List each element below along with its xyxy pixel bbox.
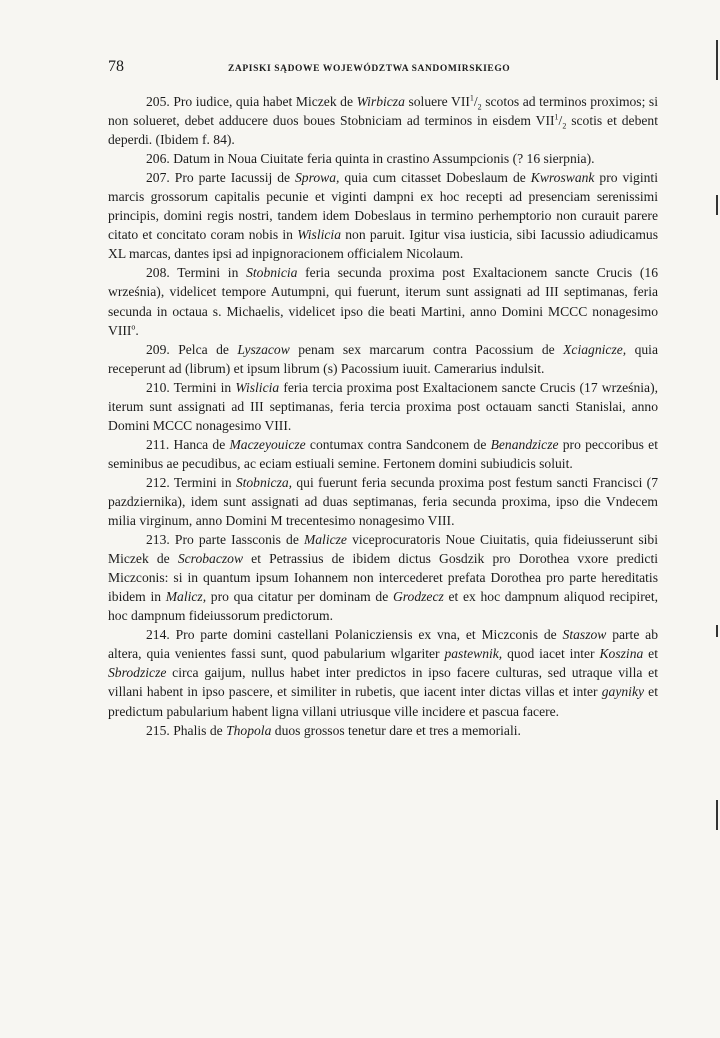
fraction-denominator: 2 xyxy=(477,102,482,112)
entry-text: Termini in xyxy=(169,379,236,395)
place-name: Sprowa, xyxy=(294,170,340,186)
entry-text: pro qua citatur per dominam de xyxy=(206,589,393,605)
place-name: Wislicia xyxy=(297,227,342,243)
place-name: Grodzecz xyxy=(392,589,444,605)
entry-text: et ex hoc dampnum aliquod recipiret, hoc dampnum fideiussorum predictorum. xyxy=(108,589,658,624)
place-name: Koszina xyxy=(599,646,644,662)
entry-number: 205. xyxy=(146,94,170,109)
entry-number: 206. xyxy=(146,151,170,167)
entry-215 xyxy=(108,721,658,740)
place-name: pastewnik, xyxy=(444,646,503,662)
entry-number: 213. xyxy=(146,532,170,548)
entry-text: penam sex marcarum contra Pacossium de xyxy=(289,341,564,357)
place-name: Lyszacow xyxy=(237,341,290,357)
fraction-numerator: 1 xyxy=(554,112,559,122)
place-name: Malicz, xyxy=(165,589,207,605)
entry-text: Datum in Noua Ciuitate feria quinta in crastino Assumpcionis (? 16 sierpnia). xyxy=(169,151,595,167)
entry-text: Phalis de xyxy=(169,722,227,738)
place-name: gayniky xyxy=(601,684,645,700)
entry-text: qui fuerunt feria secunda proxima post festum sancti Francisci (7 pazdziernika), idem sunt assignati ad duas septimanas, feria secunda proxima, ipso die Vndecem milia virginum, anno Domini M trecentesimo nonagesimo VIII. xyxy=(108,474,658,529)
entry-text: non paruit. Igitur visa iusticia, sibi Iacussio adiudicamus XL marcas, dantes ipsi ad inpignoracionem officialem Nicolaum. xyxy=(108,227,658,262)
scan-edge-mark xyxy=(716,195,718,215)
scan-edge-mark xyxy=(716,800,718,830)
entry-number: 212. xyxy=(146,474,170,490)
superscript: o xyxy=(131,322,136,332)
entry-text: pro peccoribus et seminibus ae pecudibus, ac eciam estiuali semine. Fertonem domini subiudicis soluit. xyxy=(108,436,658,471)
entry-number: 214. xyxy=(146,627,170,643)
entry-214 xyxy=(108,625,658,720)
place-name: Wirbicza xyxy=(356,94,405,109)
fraction-denominator: 2 xyxy=(562,121,567,131)
entry-213 xyxy=(108,530,658,625)
place-name: Thopola xyxy=(226,722,272,738)
entry-text: Pro parte Iacussij de xyxy=(169,170,295,186)
place-name: Kwroswank xyxy=(530,170,595,186)
entry-text: Pro parte Iassconis de xyxy=(169,532,304,548)
entry-text: contumax contra Sandconem de xyxy=(305,436,491,452)
place-name: Maczeyouicze xyxy=(229,436,306,452)
place-name: Stobnicza, xyxy=(235,474,293,490)
entry-text: pro viginti marcis grossorum capitalis pecunie et viginti dampni ex hoc recepti ad presenciam serenissimi principis, domini regis nostri, tandem idem Dobeslaus in termino perhemptorio non curauit parere citato et concitato coram nobis in xyxy=(108,170,658,243)
entry-number: 210. xyxy=(146,379,170,395)
entry-text: et predictum pabularium habent ligna villani utriusque ville incidere et pascua facere. xyxy=(108,684,658,719)
entry-text: quia receperunt ad (librum) et ipsum librum (s) Pacossium iuuit. Camerarius indulsit. xyxy=(108,341,658,376)
entry-205: 205. Pro iudice, quia habet Miczek de Wirbicza soluere $VII^1/_2$ scotos ad terminos proximos; si non solueret, debet adducere duos boues Stobniciam ad terminos in eisdem $VII^1/_2$ scotis et debent deperdi. (Ibidem f. 84). xyxy=(108,93,658,148)
page xyxy=(108,58,658,740)
entry-text: Pro parte domini castellani Polanicziensis ex vna, et Miczconis de xyxy=(169,627,563,643)
place-name: Sbrodzicze xyxy=(108,665,167,681)
entry-text: Termini in xyxy=(169,265,247,281)
place-name: Stobnicia xyxy=(246,265,298,281)
page-number: 78 xyxy=(108,58,124,75)
entry-number: 215. xyxy=(146,722,170,738)
entry-text: duos grossos tenetur dare et tres a memoriali. xyxy=(271,722,521,738)
place-name: Scrobaczow xyxy=(177,551,244,567)
entry-text: quia cum citasset Dobeslaum de xyxy=(339,170,531,186)
entry-text: viceprocuratoris Noue Ciuitatis, quia fideiusserunt sibi Miczek de xyxy=(108,532,658,567)
fraction-numerator: 1 xyxy=(469,93,474,103)
entry-text: scotis et debent deperdi. (Ibidem f. 84). xyxy=(108,113,658,148)
entry-number: 208. xyxy=(146,265,170,281)
entry-207 xyxy=(108,168,658,263)
scan-edge-mark xyxy=(716,625,718,637)
place-name: Staszow xyxy=(562,627,607,643)
entry-text: Pro iudice, quia habet Miczek de xyxy=(169,94,357,109)
entry-text: parte ab altera, quia venientes fassi sunt, quod pabularium wlgariter xyxy=(108,627,658,662)
entry-text: et Petrassius de ibidem dictus Gosdzik pro Dorothea vxore predicti Miczconis: si in quantum ipsum Iohannem non intercederet prefata Dorothea pro parte hereditatis ibidem in xyxy=(108,551,659,605)
entry-number: 209. xyxy=(146,341,170,357)
place-name: Xciagnicze, xyxy=(563,341,627,357)
entry-206 xyxy=(108,149,658,168)
page-header xyxy=(108,58,658,82)
place-name: Wislicia xyxy=(235,379,280,395)
entry-text: scotos ad terminos proximos; si non solueret, debet adducere duos boues Stobniciam ad terminos in eisdem VII xyxy=(108,94,658,129)
entry-text: et xyxy=(643,646,658,662)
entry-208 xyxy=(108,263,658,339)
entry-number: 211. xyxy=(146,436,170,452)
scan-edge-mark xyxy=(716,40,718,80)
place-name: Malicze xyxy=(303,532,347,548)
entry-text: soluere VII xyxy=(404,94,470,109)
entry-number: 207. xyxy=(146,170,170,186)
entry-212 xyxy=(108,473,658,530)
entry-text: quod iacet inter xyxy=(502,646,600,662)
entry-210 xyxy=(108,378,658,435)
entry-text: circa gaijum, nullus habet inter predictos in ipso facere culturas, sed utraque villa et villani habent in ipso pascere, et similiter in rubetis, que iacent inter dictas villas et inter xyxy=(108,665,658,700)
entry-text: Termini in xyxy=(169,474,236,490)
entry-text: Hanca de xyxy=(169,436,230,452)
document-body xyxy=(108,92,658,740)
running-title: ZAPISKI SĄDOWE WOJEWÓDZTWA SANDOMIRSKIEGO xyxy=(228,64,511,74)
entry-text: Pelca de xyxy=(169,341,238,357)
entry-211 xyxy=(108,435,658,473)
entry-text: . xyxy=(135,322,139,338)
place-name: Benandzicze xyxy=(490,436,559,452)
entry-text: feria tercia proxima post Exaltacionem sancte Crucis (17 września), iterum sunt assignati ad III septimanas, feria tercia proxima post octauam sancti Stanislai, anno Domini MCCC nonagesimo VIII. xyxy=(108,379,658,433)
entry-text: feria secunda proxima post Exaltacionem sancte Crucis (16 września), videlicet tempore Autumpni, qui fuerunt, iterum sunt assignati ad III septimanas, feria secunda in octaua s. Michaelis, videlicet ipso die beati Martini, anno Domini MCCC nonagesimo VIII xyxy=(108,265,658,338)
entry-209 xyxy=(108,340,658,378)
